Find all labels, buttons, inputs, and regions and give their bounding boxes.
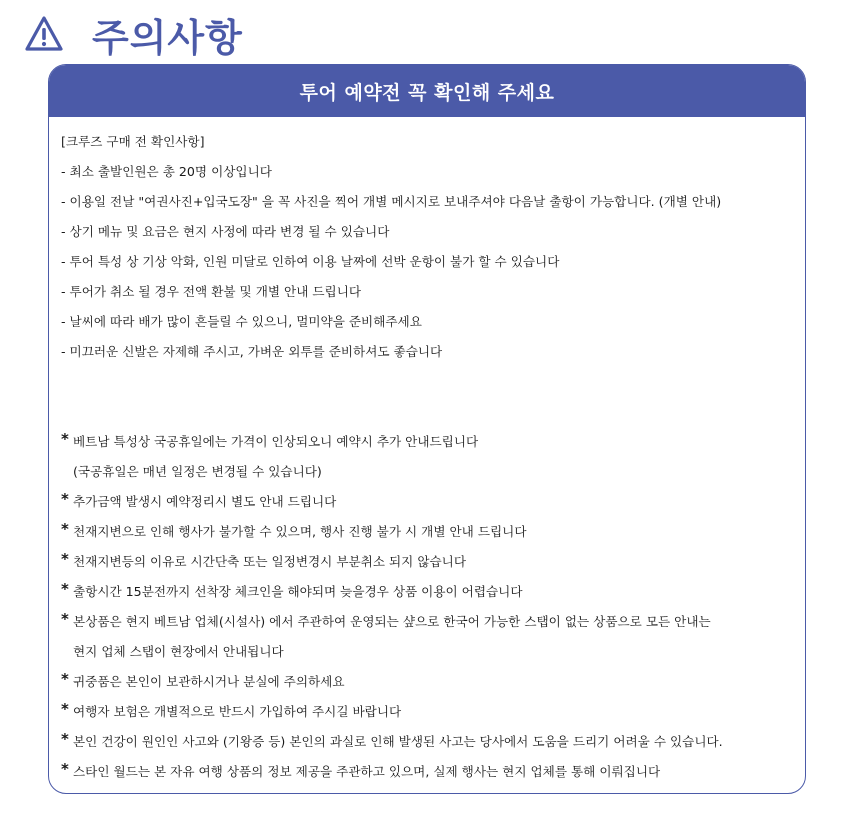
note-item: * 베트남 특성상 국공휴일에는 가격이 인상되오니 예약시 추가 안내드립니다 [61, 427, 805, 457]
note-star: * [61, 730, 69, 748]
notes-list [61, 427, 805, 787]
purchase-checklist [61, 117, 805, 367]
checklist-item: - 투어 특성 상 기상 악화, 인원 미달로 인하여 이용 날짜에 선박 운항이 불가 할 수 있습니다 [61, 254, 560, 269]
note-continuation: (국공휴일은 매년 일정은 변경될 수 있습니다) [73, 464, 322, 479]
note-star: * [61, 520, 69, 538]
checklist-item: - 투어가 취소 될 경우 전액 환불 및 개별 안내 드립니다 [61, 284, 362, 299]
note-star: * [61, 610, 69, 628]
notice-banner [49, 65, 805, 117]
note-item: * 여행자 보험은 개별적으로 반드시 가입하여 주시길 바랍니다 [61, 697, 805, 727]
note-item: * 출항시간 15분전까지 선착장 체크인을 해야되며 늦을경우 상품 이용이 어렵습니다 [61, 577, 805, 607]
note-item: * 본상품은 현지 베트남 업체(시설사) 에서 주관하여 운영되는 샾으로 한국어 가능한 스탭이 없는 상품으로 모든 안내는 [61, 607, 805, 637]
note-item: * 천재지변등의 이유로 시간단축 또는 일정변경시 부분취소 되지 않습니다 [61, 547, 805, 577]
note-item: * 추가금액 발생시 예약정리시 별도 안내 드립니다 [61, 487, 805, 517]
note-star: * [61, 670, 69, 688]
note-continuation: 현지 업체 스탭이 현장에서 안내됩니다 [73, 644, 284, 659]
notice-box [48, 64, 806, 794]
note-item: * 스타인 월드는 본 자유 여행 상품의 정보 제공을 주관하고 있으며, 실제 행사는 현지 업체를 통해 이뤄집니다 [61, 757, 805, 787]
checklist-item: [크루즈 구매 전 확인사항] [61, 134, 205, 149]
note-item: * 천재지변으로 인해 행사가 불가할 수 있으며, 행사 진행 불가 시 개별 안내 드립니다 [61, 517, 805, 547]
page-title: 주의사항 [92, 15, 243, 60]
note-item: * 귀중품은 본인이 보관하시거나 분실에 주의하세요 [61, 667, 805, 697]
banner-text: 투어 예약전 꼭 확인해 주세요 [299, 81, 555, 104]
note-star: * [61, 700, 69, 718]
checklist-item: - 최소 출발인원은 총 20명 이상입니다 [61, 164, 272, 179]
note-star: * [61, 490, 69, 508]
checklist-item: - 날씨에 따라 배가 많이 흔들릴 수 있으니, 멀미약을 준비해주세요 [61, 314, 422, 329]
checklist-item: - 미끄러운 신발은 자제해 주시고, 가벼운 외투를 준비하셔도 좋습니다 [61, 344, 443, 359]
checklist-item: - 이용일 전날 "여권사진+입국도장" 을 꼭 사진을 찍어 개별 메시지로 보내주셔야 다음날 출항이 가능합니다. (개별 안내) [61, 194, 722, 209]
checklist-item: - 상기 메뉴 및 요금은 현지 사정에 따라 변경 될 수 있습니다 [61, 224, 390, 239]
warning-triangle-icon [24, 14, 64, 54]
note-item: * 본인 건강이 원인인 사고와 (기왕증 등) 본인의 과실로 인해 발생된 사고는 당사에서 도움을 드리기 어려울 수 있습니다. [61, 727, 805, 757]
page-header [24, 6, 243, 62]
notice-content [49, 117, 805, 787]
note-star: * [61, 760, 69, 778]
note-star: * [61, 430, 69, 448]
note-star: * [61, 580, 69, 598]
note-star: * [61, 550, 69, 568]
